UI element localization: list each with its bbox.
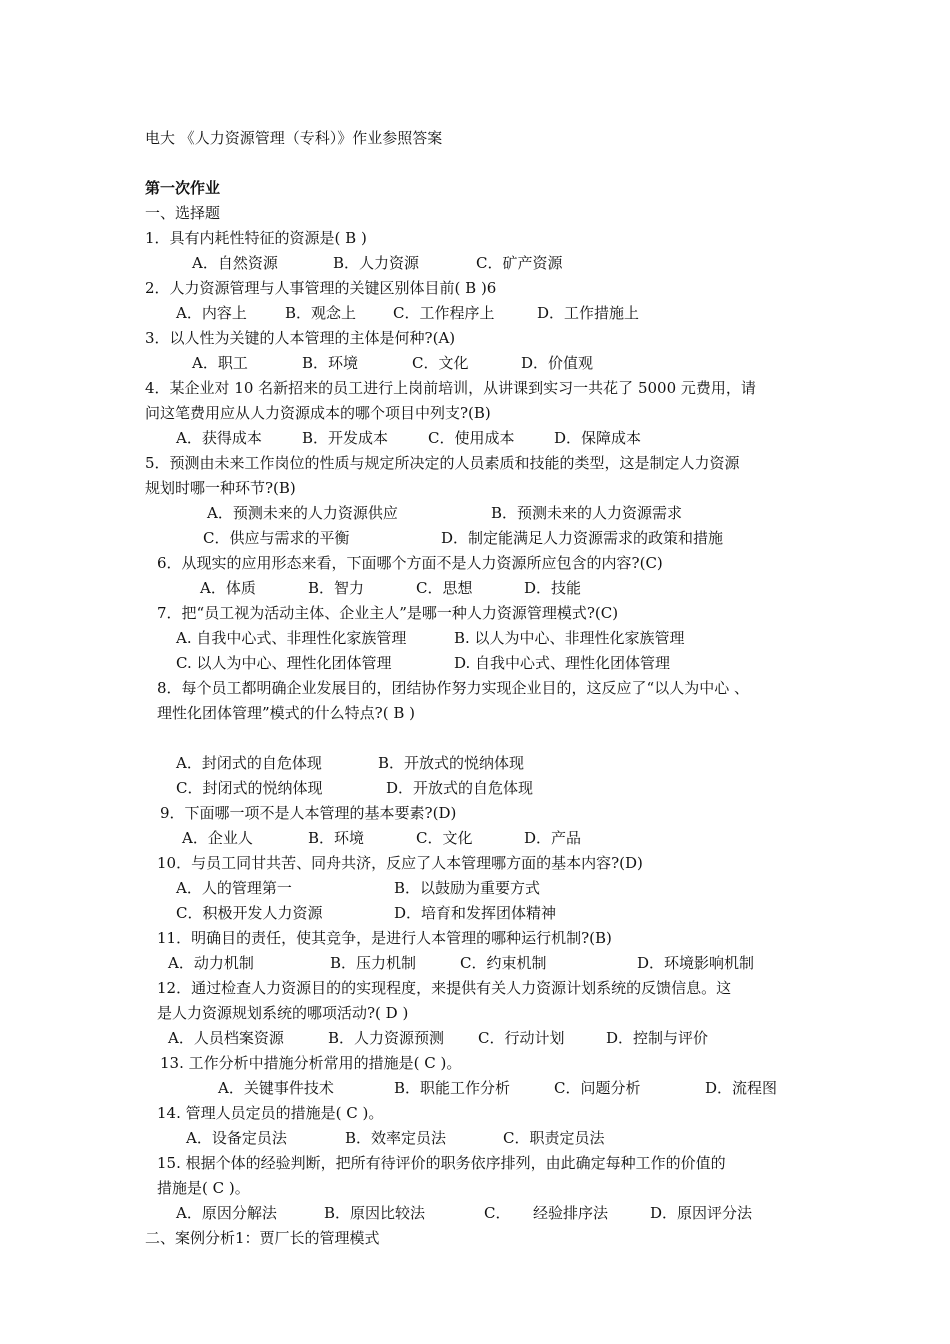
option: D．产品: [524, 829, 582, 847]
option: B．压力机制: [330, 954, 417, 972]
option: B．开发成本: [302, 429, 389, 447]
option: B．观念上: [285, 304, 357, 322]
option: A．自然资源: [192, 254, 278, 272]
option: D．控制与评价: [606, 1029, 709, 1047]
option: B. 以人为中心、非理性化家族管理: [454, 629, 685, 647]
option: C．工作程序上: [393, 304, 495, 322]
option: A．职工: [192, 354, 248, 372]
option: D. 自我中心式、理性化团体管理: [454, 654, 671, 672]
question-5-cont: 规划时哪一种环节?(B): [145, 479, 296, 497]
option: D．制定能满足人力资源需求的政策和措施: [441, 529, 724, 547]
question-4-cont: 问这笔费用应从人力资源成本的哪个项目中列支?(B): [145, 404, 491, 422]
question-5: 5．预测由未来工作岗位的性质与规定所决定的人员素质和技能的类型，这是制定人力资源: [145, 454, 740, 472]
option: B．人力资源: [333, 254, 420, 272]
question-15: 15. 根据个体的经验判断，把所有待评价的职务依序排列，由此确定每种工作的价值的: [157, 1154, 726, 1172]
option: B．效率定员法: [345, 1129, 447, 1147]
option: A．内容上: [176, 304, 247, 322]
section-heading: 第一次作业: [145, 179, 221, 197]
option: B．环境: [308, 829, 365, 847]
question-10: 10．与员工同甘共苦、同舟共济，反应了人本管理哪方面的基本内容?(D): [157, 854, 643, 872]
option: C．使用成本: [428, 429, 515, 447]
option: B．环境: [302, 354, 359, 372]
question-8-cont: 理性化团体管理”模式的什么特点?( B ): [157, 704, 415, 722]
option: D．价值观: [521, 354, 594, 372]
option: A．关键事件技术: [218, 1079, 334, 1097]
option: C. 以人为中心、理性化团体管理: [176, 654, 392, 672]
option: B．人力资源预测: [328, 1029, 445, 1047]
option: C．封闭式的悦纳体现: [176, 779, 323, 797]
document-title: 电大 《人力资源管理（专科）》作业参照答案: [145, 129, 443, 147]
option: A．设备定员法: [186, 1129, 287, 1147]
question-12-cont: 是人力资源规划系统的哪项活动?( D ): [157, 1004, 409, 1022]
option: A．封闭式的自危体现: [176, 754, 322, 772]
option: D．环境影响机制: [637, 954, 755, 972]
question-1: 1．具有内耗性特征的资源是( B ): [145, 229, 367, 247]
part-heading: 一、选择题: [145, 204, 221, 222]
option: D．原因评分法: [650, 1204, 753, 1222]
option: D．流程图: [705, 1079, 778, 1097]
option: A. 自我中心式、非理性化家族管理: [176, 629, 407, 647]
option: B．预测未来的人力资源需求: [491, 504, 683, 522]
part-heading: 二、案例分析1：贾厂长的管理模式: [145, 1229, 380, 1247]
question-12: 12．通过检查人力资源目的的实现程度，来提供有关人力资源计划系统的反馈信息。这: [157, 979, 732, 997]
option: C．: [484, 1204, 511, 1222]
question-2: 2．人力资源管理与人事管理的关键区别体目前( B )6: [145, 279, 497, 297]
option: A．原因分解法: [176, 1204, 277, 1222]
option: D．工作措施上: [537, 304, 640, 322]
option: C．文化: [412, 354, 469, 372]
option: C．行动计划: [478, 1029, 565, 1047]
option: C．约束机制: [460, 954, 547, 972]
option: 经验排序法: [533, 1204, 609, 1222]
option: C．矿产资源: [476, 254, 563, 272]
option: D．技能: [524, 579, 582, 597]
option: C．问题分析: [554, 1079, 641, 1097]
question-7: 7．把“员工视为活动主体、企业主人”是哪一种人力资源管理模式?(C): [157, 604, 619, 622]
option: D．培育和发挥团体精神: [394, 904, 557, 922]
option: C．积极开发人力资源: [176, 904, 323, 922]
option: A．获得成本: [176, 429, 262, 447]
option: A．企业人: [182, 829, 253, 847]
question-13: 13. 工作分析中措施分析常用的措施是( C )。: [160, 1054, 462, 1072]
question-14: 14. 管理人员定员的措施是( C )。: [157, 1104, 384, 1122]
option: B．开放式的悦纳体现: [378, 754, 525, 772]
question-6: 6．从现实的应用形态来看，下面哪个方面不是人力资源所应包含的内容?(C): [157, 554, 663, 572]
option: C．职责定员法: [503, 1129, 605, 1147]
option: A．预测未来的人力资源供应: [207, 504, 398, 522]
option: A．人员档案资源: [168, 1029, 284, 1047]
option: C．思想: [416, 579, 473, 597]
option: B．以鼓励为重要方式: [394, 879, 541, 897]
option: B．职能工作分析: [394, 1079, 511, 1097]
option: C．文化: [416, 829, 473, 847]
question-9: 9．下面哪一项不是人本管理的基本要素?(D): [160, 804, 457, 822]
option: D．保障成本: [554, 429, 642, 447]
question-4: 4．某企业对 10 名新招来的员工进行上岗前培训，从讲课到实习一共花了 5000 元费用，请: [145, 379, 756, 397]
option: A．人的管理第一: [176, 879, 292, 897]
option: B．原因比较法: [324, 1204, 426, 1222]
option: D．开放式的自危体现: [386, 779, 534, 797]
option: A．动力机制: [168, 954, 254, 972]
option: A．体质: [200, 579, 256, 597]
question-15-cont: 措施是( C )。: [157, 1179, 250, 1197]
question-8: 8．每个员工都明确企业发展目的，团结协作努力实现企业目的，这反应了“以人为中心 、: [157, 679, 749, 697]
option: C．供应与需求的平衡: [203, 529, 350, 547]
option: B．智力: [308, 579, 365, 597]
question-11: 11．明确目的责任，使其竞争，是进行人本管理的哪种运行机制?(B): [157, 929, 612, 947]
question-3: 3．以人性为关键的人本管理的主体是何种?(A): [145, 329, 456, 347]
